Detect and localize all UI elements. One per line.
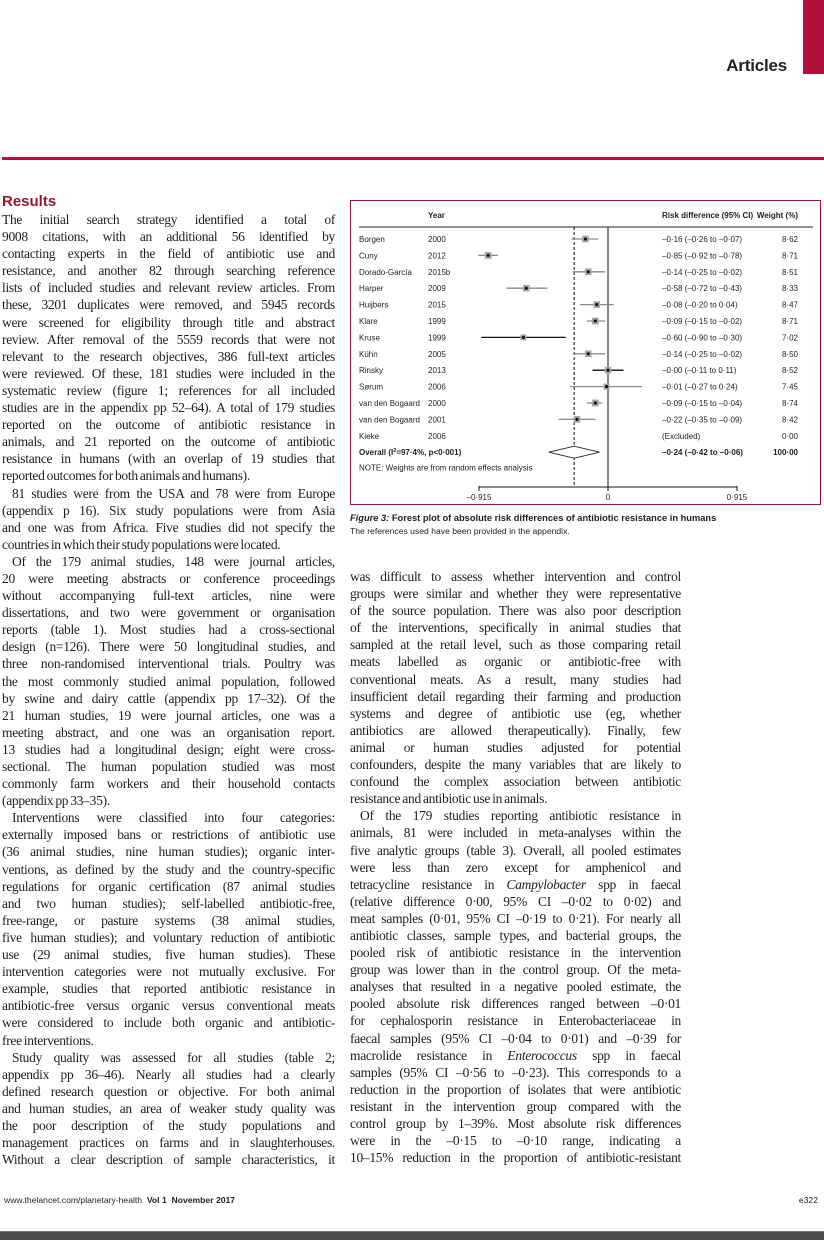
forest-plot — [351, 201, 820, 504]
study-weight: 8·50 — [781, 349, 798, 359]
text-line: animals, and 21 reported on the outcome of antibiotic — [2, 434, 335, 450]
point-estimate — [487, 254, 490, 257]
text-line: (appendix pp 33–35). — [2, 793, 110, 809]
header-rule — [2, 157, 824, 160]
risk-difference-ci: –0·01 (–0·27 to 0·24) — [662, 382, 738, 392]
x-axis-tick-label: 0·915 — [726, 493, 748, 502]
study-year: 2000 — [428, 399, 446, 408]
text-line: were screened for eligibility through title and abstract — [2, 314, 335, 330]
text-line: lists of included studies and relevant review articles. From — [2, 280, 335, 296]
study-year: 2009 — [428, 284, 446, 294]
footer-volume: Vol 1 — [146, 1195, 167, 1205]
text-line: 20 were meeting abstracts or conference proceedings — [2, 570, 335, 586]
study-name: Kühn — [359, 349, 378, 359]
study-name: Borgen — [359, 235, 385, 244]
study-year: 2006 — [428, 431, 446, 441]
text-line: analyses that resulted in a negative pooled estimate, the — [350, 979, 681, 995]
text-line: and two human studies); self-labelled antibiotic-free, — [2, 895, 335, 911]
text-line: Study quality was assessed for all studies (table 2; — [12, 1049, 335, 1065]
text-line: five human studies); and voluntary reduction of antibiotic — [2, 929, 335, 945]
text-line: free-range, or pasture systems (38 animal studies, — [2, 912, 335, 928]
study-weight: 0·00 — [781, 431, 798, 441]
text-line: ventions, as defined by the study and the country-specific — [2, 861, 335, 877]
study-year: 1999 — [428, 317, 446, 326]
study-year: 2006 — [428, 382, 446, 392]
results-heading: Results — [2, 193, 57, 210]
risk-difference-ci: –0·60 (–0·90 to –0·30) — [662, 333, 743, 343]
paragraph — [350, 568, 681, 807]
point-estimate — [587, 270, 590, 273]
text-line: reported on the outcome of antibiotic resistance in — [2, 417, 335, 433]
column-header-year: Year — [428, 211, 445, 220]
text-line: the poor description of the study populations and — [2, 1117, 335, 1133]
text-line: 21 human studies, 19 were journal articles, one was a — [2, 707, 335, 723]
i2-superscript: 2 — [393, 448, 397, 455]
study-year: 2015 — [428, 300, 446, 310]
risk-difference-ci: –0·14 (–0·25 to –0·02) — [662, 349, 743, 359]
study-weight: 8·74 — [781, 399, 798, 408]
overall-label-text: Overall (I — [359, 448, 394, 458]
text-line: studies are in the appendix pp 52–64). A total of 179 studies — [2, 400, 335, 416]
text-line: resistance, and another 82 through searching reference — [2, 263, 335, 279]
paragraph — [2, 485, 335, 553]
text-line: five analytic groups (table 3). Overall, all pooled estimates — [350, 842, 681, 858]
text-line: 10–15% reduction in the proportion of antibiotic-resistant — [350, 1150, 681, 1166]
text-line: control group by 1–39%. Most absolute risk differences — [350, 1116, 681, 1131]
text-line: Interventions were classified into four categories: — [12, 810, 335, 826]
italic-term: Campylobacter — [506, 876, 586, 892]
text-line: (36 animal studies, nine human studies); organic inter- — [2, 844, 335, 860]
text-line: animals, 81 were included in meta-analyses within the — [350, 825, 681, 841]
study-name: Kruse — [359, 333, 380, 343]
study-weight: 7·45 — [781, 382, 798, 392]
risk-difference-ci: –0·16 (–0·26 to –0·07) — [662, 235, 743, 244]
text-line: meat samples (0·01, 95% CI –0·19 to 0·21). For nearly all — [350, 910, 681, 926]
study-year: 2001 — [428, 415, 446, 425]
text-line: meats labelled as organic or antibiotic-free with — [350, 654, 681, 670]
study-weight: 8·42 — [781, 415, 798, 425]
x-axis-tick-label: 0 — [605, 493, 611, 502]
text-line: samples (95% CI –0·56 to –0·23). This corresponds to a — [350, 1064, 681, 1080]
text-span: tetracycline resistance in — [350, 876, 507, 892]
study-weight: 8·33 — [781, 284, 798, 294]
text-line: and human studies, an area of weaker study quality was — [2, 1100, 335, 1116]
text-line: reduction in the proportion of isolates that were antibiotic — [350, 1081, 681, 1097]
paragraph — [2, 809, 335, 1048]
text-line: countries in which their study populations were located. — [2, 536, 281, 552]
study-name: Kieke — [359, 431, 380, 441]
footer-date: November 2017 — [171, 1195, 236, 1205]
study-weight: 8·62 — [781, 235, 798, 244]
risk-difference-ci: –0·09 (–0·15 to –0·04) — [662, 399, 743, 408]
text-line: animal or human studies adjusted for potential — [350, 739, 681, 755]
risk-difference-ci: –0·00 (–0·11 to 0·11) — [662, 366, 737, 376]
text-line: sampled at the retail level, such as those comparing retail — [350, 637, 681, 653]
text-line: intervention categories were not mutually exclusive. For — [2, 964, 335, 980]
text-line: confounders, despite the many variables that are likely to — [350, 757, 681, 773]
text-line: contacting experts in the field of antibiotic use and — [2, 246, 335, 262]
study-weight: 7·02 — [781, 333, 798, 343]
point-estimate — [595, 303, 598, 306]
study-weight: 8·52 — [781, 366, 798, 376]
text-line: pooled absolute risk differences ranged between –0·01 — [350, 996, 681, 1012]
study-weight: 8·71 — [781, 251, 798, 261]
point-estimate — [522, 336, 525, 339]
text-line: antibiotic-free versus organic versus conventional meats — [2, 998, 335, 1014]
paragraph — [2, 211, 335, 485]
point-estimate — [584, 237, 587, 240]
text-line: dissertations, and two were government or organisation — [2, 605, 335, 621]
paragraph — [350, 807, 681, 1166]
text-line: 9008 citations, with an additional 56 identified by — [2, 229, 335, 245]
section-label: Articles — [726, 56, 787, 75]
footer-journal — [4, 1195, 235, 1205]
risk-difference-ci: –0·08 (–0·20 to 0·04) — [662, 300, 738, 310]
text-line: were in the –0·15 to –0·10 range, indicating a — [350, 1133, 681, 1149]
risk-difference-ci: –0·22 (–0·35 to –0·09) — [662, 415, 743, 425]
paragraph — [2, 553, 335, 809]
study-year: 1999 — [428, 333, 446, 343]
text-line: of the interventions, specifically in animal studies that — [350, 620, 681, 636]
x-axis-tick-label: –0·915 — [466, 493, 492, 502]
text-line: (appendix p 16). Six study populations were from Asia — [2, 502, 335, 518]
text-line: confound the complex association between antibiotic — [350, 774, 681, 790]
study-name: van den Bogaard — [359, 415, 420, 425]
text-line: antibiotics are allowed therapeutically). Finally, few — [350, 722, 681, 738]
column-header-weight: Weight (%) — [756, 211, 798, 220]
text-line: resistant in the intervention group compared with the — [350, 1098, 681, 1114]
study-name: Dorado-García — [359, 267, 412, 277]
study-name: Sørum — [359, 382, 383, 392]
text-line: group was lower than in the control group. Of the meta- — [350, 962, 681, 978]
text-line: externally imposed bans or restrictions of antibiotic use — [2, 827, 335, 843]
text-line: groups were similar and whether they were representative — [350, 586, 681, 602]
study-year: 2013 — [428, 366, 446, 376]
text-span: macrolide resistance in — [350, 1047, 508, 1063]
text-line: Of the 179 animal studies, 148 were journal articles, — [12, 553, 335, 569]
overall-diamond — [549, 446, 600, 458]
point-estimate — [594, 401, 597, 404]
study-year: 2005 — [428, 349, 446, 359]
text-line: use (29 animal studies, five human studies). These — [2, 947, 335, 963]
text-line: insufficient detail regarding their farming and production — [350, 688, 681, 704]
text-line: was difficult to assess whether intervention and control — [350, 569, 681, 584]
text-line: for cephalosporin resistance in Enterobacteriaceae in — [350, 1013, 681, 1029]
text-line: relevant to the research objectives, 386 full-text articles — [2, 348, 335, 364]
caption-note: The references used have been provided in the appendix. — [350, 526, 570, 536]
text-line: Without a clear description of sample characteristics, it — [2, 1152, 335, 1168]
study-name: Harper — [359, 284, 384, 294]
text-line: three non-randomised interventional trials. Poultry was — [2, 656, 335, 672]
caption-label: Figure 3: — [350, 513, 390, 523]
paragraph — [2, 1049, 335, 1169]
text-line: defined research question or objective. For both animal — [2, 1083, 335, 1099]
caption-title — [350, 512, 820, 525]
column-header-estimate: Risk difference (95% CI) — [662, 211, 754, 220]
text-line: 13 studies had a longitudinal design; eight were cross- — [2, 741, 335, 757]
overall-weight: 100·00 — [773, 448, 798, 458]
study-name: Klare — [359, 317, 378, 326]
study-year: 2012 — [428, 251, 446, 261]
right-column-text — [350, 568, 681, 1166]
overall-label — [359, 448, 462, 457]
point-estimate — [575, 418, 578, 421]
point-estimate — [525, 287, 528, 290]
study-name: Huijbers — [359, 300, 389, 310]
text-line: and one was from Africa. Five studies did not specify the — [2, 519, 335, 535]
text-line: of the source population. There was also poor description — [350, 603, 681, 619]
overall-risk-difference: –0·24 (–0·42 to –0·06) — [662, 448, 743, 458]
text-line: resistance and antibiotic use in animals. — [350, 791, 548, 807]
left-column-text — [2, 211, 335, 1168]
text-line: meeting abstract, and one was an organisation report. — [2, 724, 335, 740]
study-name: Cuny — [359, 251, 378, 261]
text-line: were less than zero except for amphenicol and — [350, 859, 681, 875]
study-weight: 8·47 — [781, 300, 798, 310]
text-line: review. After removal of the 5559 records that were not — [2, 331, 335, 347]
text-span: spp in faecal — [576, 1047, 681, 1063]
study-year: 2000 — [428, 235, 446, 244]
text-line — [350, 1047, 681, 1064]
study-weight: 8·51 — [781, 267, 798, 277]
section-color-tab — [803, 0, 824, 74]
point-estimate — [606, 369, 609, 372]
study-weight: 8·71 — [781, 317, 798, 326]
text-line: these, 3201 duplicates were removed, and 5945 records — [2, 297, 335, 313]
text-line: by swine and dairy cattle (appendix pp 17–32). Of the — [2, 690, 335, 706]
forest-plot-figure — [350, 200, 821, 505]
text-line: free interventions. — [2, 1032, 94, 1048]
risk-difference-ci: –0·14 (–0·25 to –0·02) — [662, 267, 743, 277]
risk-difference-ci: –0·58 (–0·72 to –0·43) — [662, 284, 743, 294]
text-line: 81 studies were from the USA and 78 were from Europe — [12, 485, 335, 501]
text-line: example, studies that reported antibiotic resistance in — [2, 981, 335, 997]
study-name: van den Bogaard — [359, 399, 420, 408]
caption-text: Forest plot of absolute risk differences of antibiotic resistance in humans — [389, 513, 717, 523]
text-line: commonly farm workers and their household contacts — [2, 776, 335, 792]
figure-caption — [350, 512, 820, 538]
study-year: 2015b — [428, 267, 451, 277]
heterogeneity-stats: =97·4%, p<0·001) — [396, 448, 462, 458]
text-span: spp in faecal — [585, 876, 681, 892]
text-line: sectional. The human population studied was most — [2, 759, 335, 774]
text-line: the most commonly studied animal population, followed — [2, 673, 335, 689]
text-line: appendix pp 36–46). Nearly all studies had a clearly — [2, 1066, 335, 1082]
text-line: reports (table 1). Most studies had a cross-sectional — [2, 622, 335, 638]
text-line — [350, 876, 681, 893]
text-line: without accompanying full-text articles, nine were — [2, 588, 335, 604]
text-line: systems and degree of antibiotic use (eg, whether — [350, 705, 681, 721]
text-line: The initial search strategy identified a total of — [2, 212, 335, 227]
text-line: were considered to include both organic and antibiotic- — [2, 1015, 335, 1031]
text-line: pooled risk of antibiotic resistance in the intervention — [350, 945, 681, 961]
text-line: resistance in humans (with an overlap of 19 studies that — [2, 451, 335, 467]
point-estimate — [605, 385, 608, 388]
point-estimate — [594, 319, 597, 322]
risk-difference-ci: –0·09 (–0·15 to –0·02) — [662, 317, 743, 326]
text-line: antibiotic classes, sample types, and bacterial groups, the — [350, 927, 681, 943]
risk-difference-ci: (Excluded) — [662, 431, 701, 441]
text-line: regulations for organic certification (87 animal studies — [2, 878, 335, 894]
text-line: management practices on farms and in slaughterhouses. — [2, 1135, 335, 1151]
text-line: reported outcomes for both animals and humans). — [2, 468, 250, 484]
point-estimate — [587, 352, 590, 355]
text-line: faecal samples (95% CI –0·04 to 0·01) and –0·39 for — [350, 1030, 681, 1046]
italic-term: Enterococcus — [507, 1047, 577, 1063]
text-line: conventional meats. As a result, many studies had — [350, 671, 681, 687]
text-line: Of the 179 studies reporting antibiotic resistance in — [360, 808, 681, 824]
text-line: design (n=126). There were 50 longitudinal studies, and — [2, 639, 335, 655]
text-line: systematic review (figure 1; references for all included — [2, 382, 335, 398]
page-number: e322 — [798, 1195, 818, 1205]
text-line: (relative difference 0·00, 95% CI –0·02 to 0·02) and — [350, 893, 681, 909]
risk-difference-ci: –0·85 (–0·92 to –0·78) — [662, 251, 743, 261]
weights-note: NOTE: Weights are from random effects analysis — [359, 463, 533, 473]
study-name: Rinsky — [359, 366, 384, 376]
footer-url[interactable]: www.thelancet.com/planetary-health — [4, 1195, 143, 1205]
text-line: were reviewed. Of these, 181 studies were included in the — [2, 365, 335, 381]
